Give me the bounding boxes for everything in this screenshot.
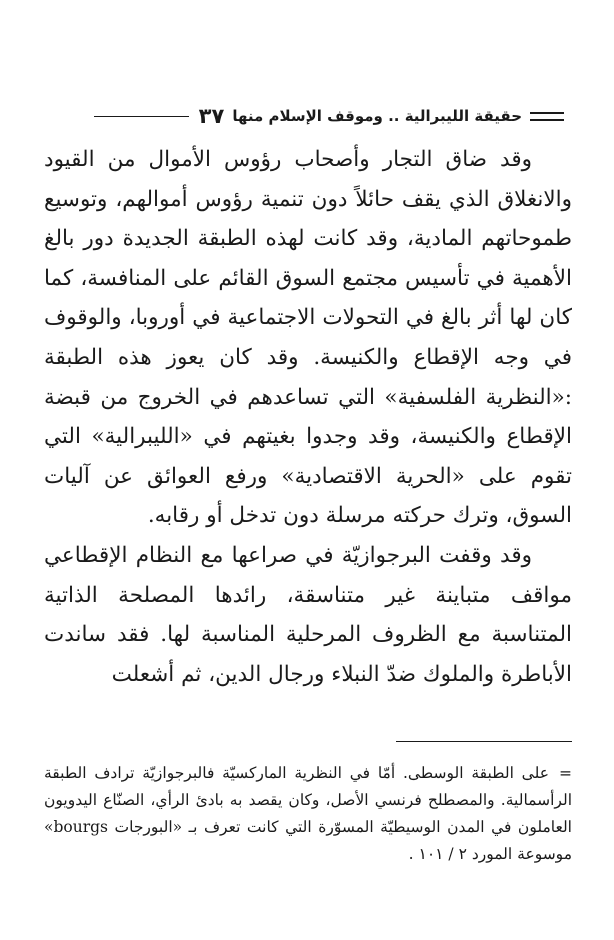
page-header: [88, 98, 564, 134]
footnote-text: على الطبقة الوسطى. أمّا في النظرية الماركسيّة فالبرجوازيّة ترادف الطبقة الرأسمالية. والمصطلح فرنسي الأصل، وكان يقصد به بادئ الرأي، الصنّاع اليدويون العاملون في المدن الوسيطيّة المسوّرة التي كانت تعرف بـ «البورجات bourgs» موسوعة المورد ٢ / ١٠١ .: [44, 764, 572, 863]
footnote: [44, 760, 572, 868]
main-text: [44, 140, 572, 694]
footnote-continuation-marker: =: [559, 764, 572, 782]
header-ornament-right: [530, 112, 564, 121]
header-rule: [94, 116, 189, 117]
running-title: حقيقة الليبرالية .. وموقف الإسلام منها: [232, 107, 522, 125]
paragraph-2: وقد وقفت البرجوازيّة في صراعها مع النظام الإقطاعي مواقف متباينة غير متناسقة، رائدها المصلحة الذاتية المتناسبة مع الظروف المرحلية المناسبة لها. فقد ساندت الأباطرة والملوك ضدّ النبلاء ورجال الدين، ثم أشعلت: [44, 542, 572, 687]
paragraph-1: وقد ضاق التجار وأصحاب رؤوس الأموال من القيود والانغلاق الذي يقف حائلاً دون تنمية رؤوس أموالهم، وتوسيع طموحاتهم المادية، وقد كانت لهذه الطبقة الجديدة دور بالغ الأهمية في تأسيس مجتمع السوق القائم على المنافسة، كما كان لها أثر بالغ في التحولات الاجتماعية في أوروبا، والوقوف في وجه الإقطاع والكنيسة. وقد كان يعوز هذه الطبقة :«النظرية الفلسفية» التي تساعدهم في الخروج من قبضة الإقطاع والكنيسة، وقد وجدوا بغيتهم في «الليبرالية» التي تقوم على «الحرية الاقتصادية» ورفع العوائق عن آليات السوق، وترك حركته مرسلة دون تدخل أو رقابه.: [44, 147, 572, 529]
page-number: ٣٧: [198, 104, 225, 128]
footnote-separator: [396, 741, 572, 742]
